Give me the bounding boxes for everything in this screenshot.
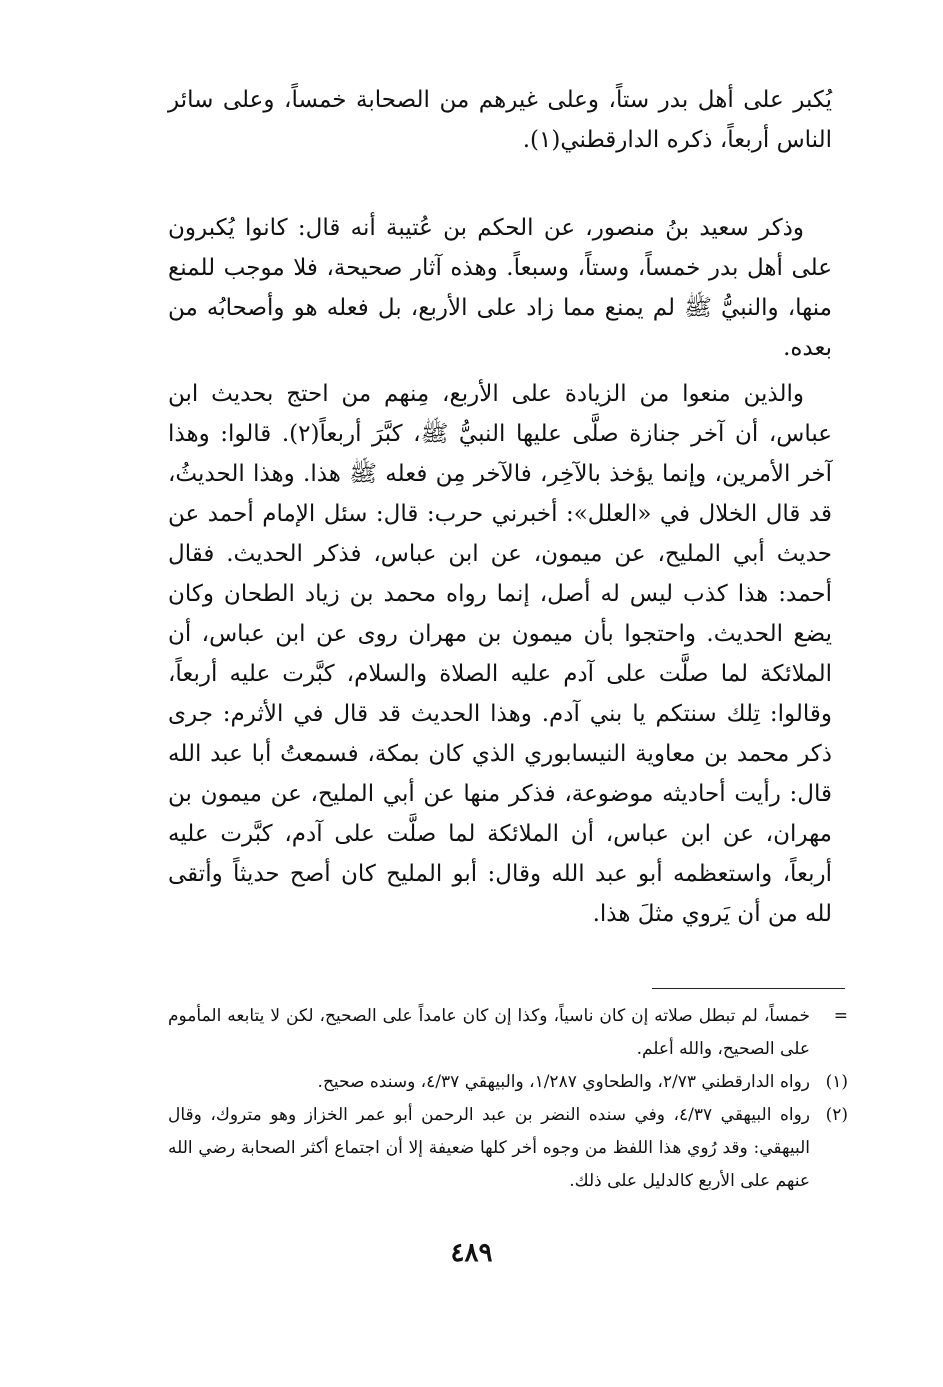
footnote-2 xyxy=(168,1099,848,1198)
footnote-continuation xyxy=(168,1000,848,1066)
paragraph-1 xyxy=(168,80,832,160)
footnote-divider xyxy=(652,988,845,989)
footnote-marker: = xyxy=(833,1006,848,1026)
paragraph-2 xyxy=(168,208,832,368)
page-number: ٤٨٩ xyxy=(450,1238,493,1268)
paragraph-2-text: وذكر سعيد بنُ منصور، عن الحكم بن عُتيبة أنه قال: كانوا يُكبرون على أهل بدر خمساً، وستاً، وسبعاً. وهذه آثار صحيحة، فلا موجب للمنع منها، والنبيُّ ﷺ لم يمنع مما زاد على الأربع، بل فعله هو وأصحابُه من بعده. xyxy=(168,215,832,361)
footnote-1 xyxy=(168,1066,848,1099)
paragraph-1-text: يُكبر على أهل بدر ستاً، وعلى غيرهم من الصحابة خمساً، وعلى سائر الناس أربعاً، ذكره الدارقطني(١). xyxy=(168,87,832,153)
footnote-marker: (١) xyxy=(825,1072,848,1092)
footnote-text: خمساً، لم تبطل صلاته إن كان ناسياً، وكذا إن كان عامداً على الصحيح، لكن لا يتابعه المأموم على الصحيح، والله أعلم. xyxy=(168,1006,810,1059)
footnote-text: رواه الدارقطني ٢/٧٣، والطحاوي ١/٢٨٧، والبيهقي ٤/٣٧، وسنده صحيح. xyxy=(317,1072,810,1092)
footnote-marker: (٢) xyxy=(825,1105,848,1125)
paragraph-3 xyxy=(168,374,832,934)
footnote-text: رواه البيهقي ٤/٣٧، وفي سنده النضر بن عبد الرحمن أبو عمر الخزاز وهو متروك، وقال البيهقي: وقد رُوي هذا اللفظ من وجوه أخر كلها ضعيفة إلا أن اجتماع أكثر الصحابة رضي الله عنهم على الأربع كالدليل على ذلك. xyxy=(168,1105,810,1191)
paragraph-3-text: والذين منعوا من الزيادة على الأربع، مِنهم من احتج بحديث ابن عباس، أن آخر جنازة صلَّى عليها النبيُّ ﷺ، كبَّرَ أربعاً(٢). قالوا: وهذا آخر الأمرين، وإنما يؤخذ بالآخِر، فالآخر مِن فعله ﷺ هذا. وهذا الحديثُ، قد قال الخلال في «العلل»: أخبرني حرب: قال: سئل الإمام أحمد عن حديث أبي المليح، عن ميمون، عن ابن عباس، فذكر الحديث. فقال أحمد: هذا كذب ليس له أصل، إنما رواه محمد بن زياد الطحان وكان يضع الحديث. واحتجوا بأن ميمون بن مهران روى عن ابن عباس، أن الملائكة لما صلَّت على آدم عليه الصلاة والسلام، كبَّرت عليه أربعاً، وقالوا: تِلك سنتكم يا بني آدم. وهذا الحديث قد قال في الأثرم: جرى ذكر محمد بن معاوية النيسابوري الذي كان بمكة، فسمعتُ أبا عبد الله قال: رأيت أحاديثه موضوعة، فذكر منها عن أبي المليح، عن ميمون بن مهران، عن ابن عباس، أن الملائكة لما صلَّت على آدم، كبَّرت عليه أربعاً، واستعظمه أبو عبد الله وقال: أبو المليح كان أصح حديثاً وأتقى لله من أن يَروي مثلَ هذا. xyxy=(168,381,832,927)
footnotes xyxy=(168,1000,848,1198)
